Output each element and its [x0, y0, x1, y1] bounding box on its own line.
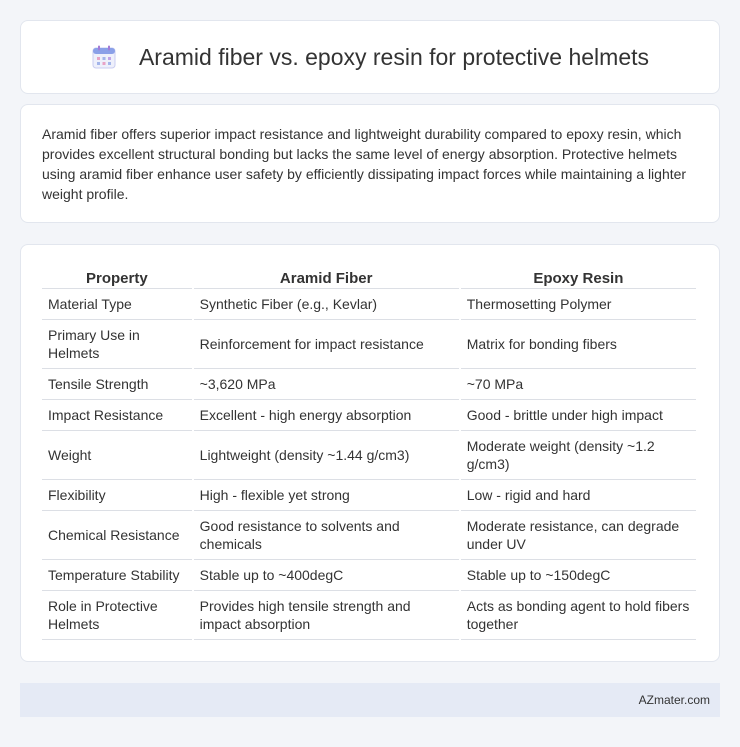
comparison-card [20, 244, 720, 662]
table-row [42, 320, 696, 369]
header-property: Property [42, 264, 192, 289]
table-row [42, 431, 696, 480]
table-row [42, 480, 696, 511]
aramid-cell: Good resistance to solvents and chemicals [194, 511, 459, 560]
property-cell: Flexibility [42, 480, 192, 511]
epoxy-cell: ~70 MPa [461, 369, 696, 400]
property-cell: Tensile Strength [42, 369, 192, 400]
comparison-table [40, 264, 698, 640]
property-cell: Material Type [42, 289, 192, 320]
aramid-cell: Provides high tensile strength and impact absorption [194, 591, 459, 640]
header-aramid-fiber: Aramid Fiber [194, 264, 459, 289]
footer-brand[interactable]: AZmater.com [638, 693, 710, 707]
epoxy-cell: Thermosetting Polymer [461, 289, 696, 320]
header-epoxy-resin: Epoxy Resin [461, 264, 696, 289]
aramid-cell: ~3,620 MPa [194, 369, 459, 400]
page-title: Aramid fiber vs. epoxy resin for protective helmets [138, 43, 650, 70]
aramid-cell: Excellent - high energy absorption [194, 400, 459, 431]
epoxy-cell: Moderate weight (density ~1.2 g/cm3) [461, 431, 696, 480]
intro-card [20, 104, 720, 223]
property-cell: Temperature Stability [42, 560, 192, 591]
property-cell: Impact Resistance [42, 400, 192, 431]
table-row [42, 369, 696, 400]
property-cell: Chemical Resistance [42, 511, 192, 560]
aramid-cell: Stable up to ~400degC [194, 560, 459, 591]
aramid-cell: Synthetic Fiber (e.g., Kevlar) [194, 289, 459, 320]
property-cell: Role in Protective Helmets [42, 591, 192, 640]
table-row [42, 289, 696, 320]
aramid-cell: High - flexible yet strong [194, 480, 459, 511]
table-row [42, 591, 696, 640]
epoxy-cell: Moderate resistance, can degrade under UV [461, 511, 696, 560]
epoxy-cell: Matrix for bonding fibers [461, 320, 696, 369]
title-card [20, 20, 720, 94]
epoxy-cell: Low - rigid and hard [461, 480, 696, 511]
aramid-cell: Lightweight (density ~1.44 g/cm3) [194, 431, 459, 480]
table-row [42, 560, 696, 591]
epoxy-cell: Good - brittle under high impact [461, 400, 696, 431]
aramid-cell: Reinforcement for impact resistance [194, 320, 459, 369]
epoxy-cell: Acts as bonding agent to hold fibers together [461, 591, 696, 640]
property-cell: Primary Use in Helmets [42, 320, 192, 369]
table-row [42, 400, 696, 431]
property-cell: Weight [42, 431, 192, 480]
calendar-icon [91, 44, 117, 70]
table-row [42, 511, 696, 560]
intro-paragraph: Aramid fiber offers superior impact resistance and lightweight durability compared to epoxy resin, which provides excellent structural bonding but lacks the same level of energy absorption. Protective helmets using aramid fiber enhance user safety by efficiently dissipating impact forces while maintaining a lighter weight profile. [42, 126, 687, 202]
footer-bar [20, 683, 720, 717]
epoxy-cell: Stable up to ~150degC [461, 560, 696, 591]
table-header-row [42, 264, 696, 289]
